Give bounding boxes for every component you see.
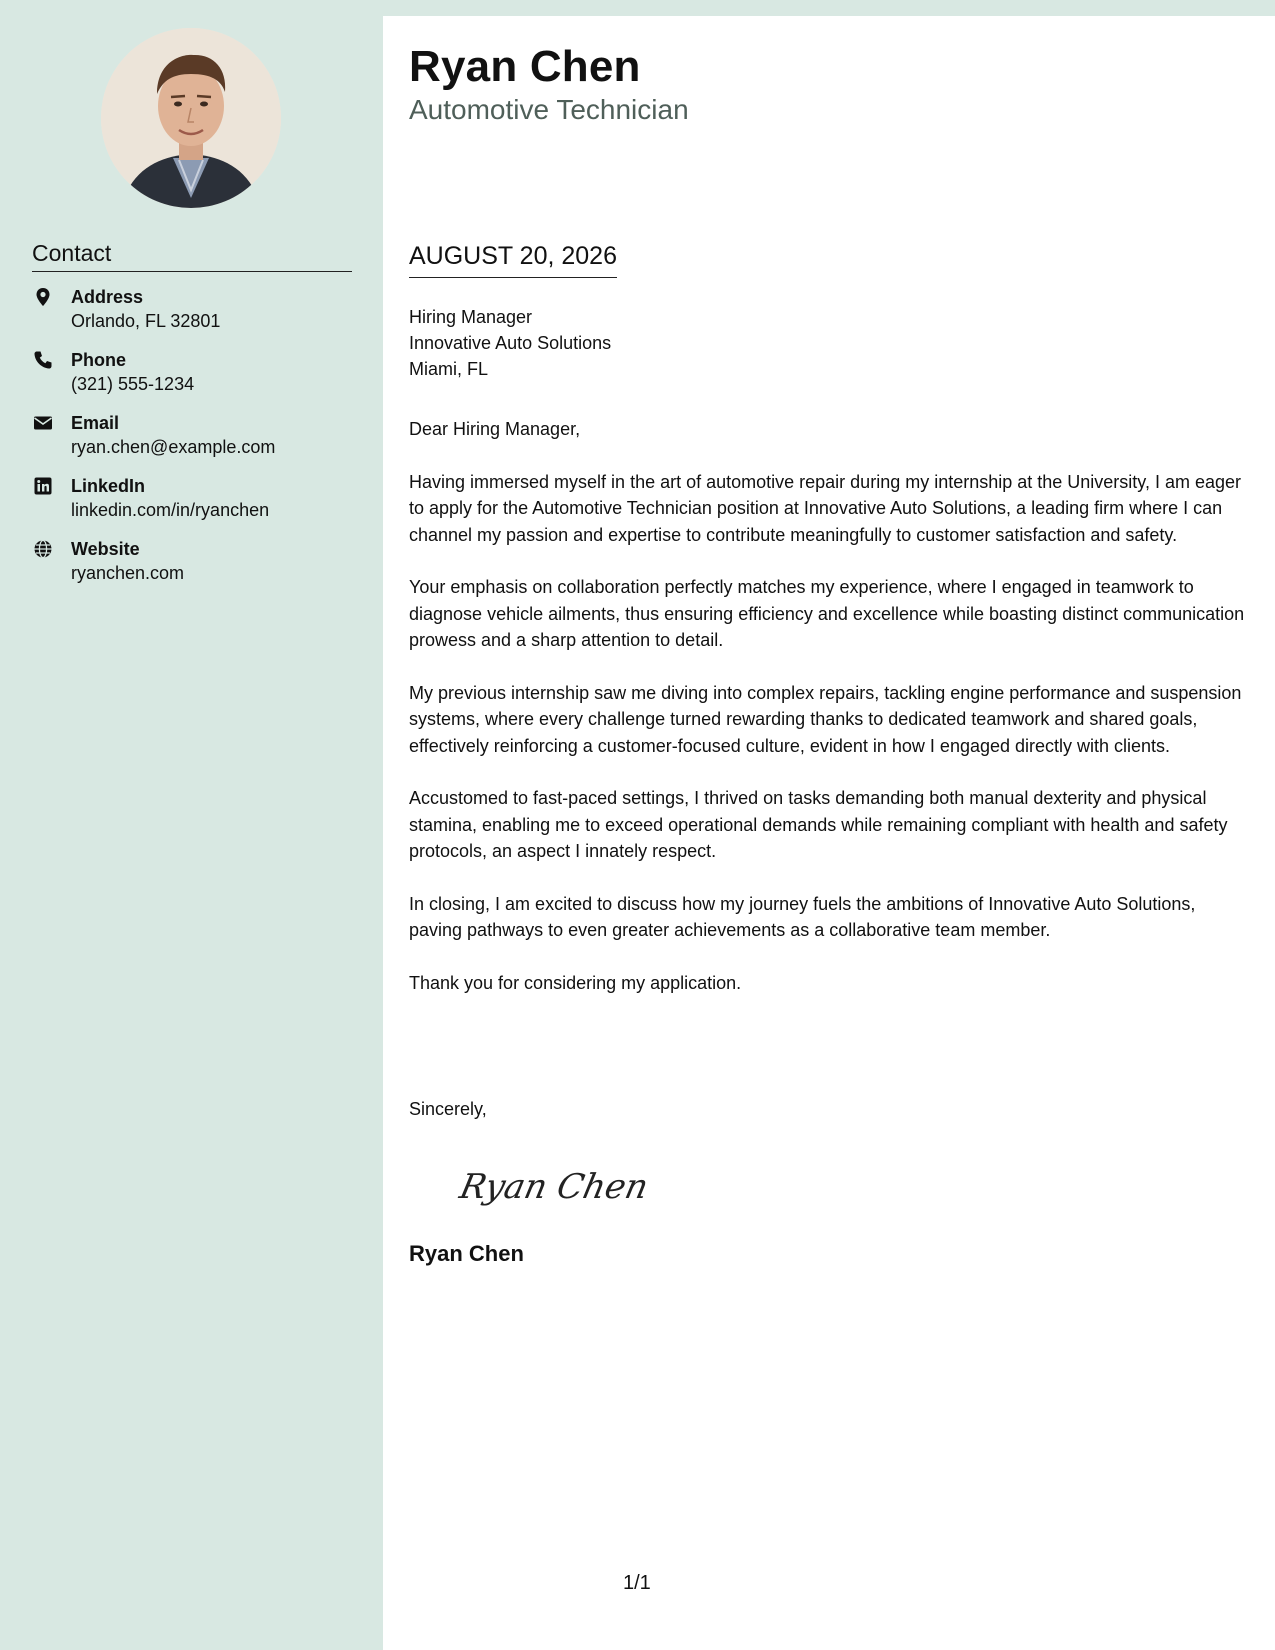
salutation: Dear Hiring Manager,	[409, 419, 581, 439]
letter-body	[383, 16, 1275, 1650]
contact-label: Phone	[71, 350, 127, 370]
envelope-icon	[33, 413, 53, 433]
website-value: ryanchen.com	[71, 563, 185, 583]
letter-paragraph: Having immersed myself in the art of automotive repair during my internship at the University, I am eager to apply for the Automotive Technician position at Innovative Auto Solutions, a leading firm where I can channel my passion and expertise to contribute meaningfully to customer satisfaction and safety.	[409, 471, 1242, 545]
recipient-line: Hiring Manager	[409, 307, 533, 327]
contact-label: Email	[71, 413, 120, 433]
contact-item-address	[32, 285, 372, 348]
contact-item-phone	[32, 348, 372, 411]
letter-content	[409, 416, 1249, 1022]
candidate-name: Ryan Chen	[409, 42, 641, 91]
globe-icon	[33, 539, 53, 559]
contact-label: Website	[71, 539, 140, 559]
contact-item-email	[32, 411, 372, 474]
signer-name: Ryan Chen	[409, 1241, 524, 1266]
recipient-line: Miami, FL	[409, 359, 489, 379]
letter-paragraph: My previous internship saw me diving into complex repairs, tackling engine performance and suspension systems, where every challenge turned rewarding thanks to dedicated teamwork and shared goals, effectively reinforcing a customer-focused culture, evident in how I engaged directly with clients.	[409, 682, 1242, 756]
contact-list	[32, 285, 372, 600]
contact-label: LinkedIn	[71, 476, 146, 496]
sidebar	[0, 0, 383, 1650]
recipient-line: Innovative Auto Solutions	[409, 333, 612, 353]
letter-paragraph: In closing, I am excited to discuss how my journey fuels the ambitions of Innovative Auto Solutions, paving pathways to even greater achievements as a collaborative team member.	[409, 893, 1196, 940]
signature	[453, 1156, 653, 1216]
phone-value: (321) 555-1234	[71, 374, 195, 394]
letter-paragraph: Accustomed to fast-paced settings, I thrived on tasks demanding both manual dexterity and physical stamina, enabling me to exceed operational demands while remaining compliant with health and safety protocols, an aspect I innately respect.	[409, 788, 1228, 861]
letter-paragraph: Your emphasis on collaboration perfectly matches my experience, where I engaged in teamwork to diagnose vehicle ailments, thus ensuring efficiency and excellence while boasting distinct communication prowess and a sharp attention to detail.	[409, 577, 1245, 650]
letter-paragraph: Thank you for considering my application.	[409, 972, 742, 993]
phone-icon	[33, 350, 53, 370]
page-number: 1/1	[623, 1572, 651, 1594]
contact-label: Address	[71, 287, 144, 307]
map-pin-icon	[33, 287, 53, 307]
contact-item-linkedin	[32, 474, 372, 537]
svg-text:Ryan Chen: Ryan Chen	[456, 1167, 652, 1207]
closing: Sincerely,	[409, 1099, 487, 1119]
contact-heading: Contact	[32, 240, 352, 272]
address-value: Orlando, FL 32801	[71, 311, 221, 331]
job-title: Automotive Technician	[409, 94, 689, 125]
avatar	[101, 28, 281, 208]
contact-item-website	[32, 537, 372, 600]
email-value: ryan.chen@example.com	[71, 437, 276, 457]
letter-date: AUGUST 20, 2026	[409, 242, 617, 278]
recipient-block	[409, 304, 611, 382]
linkedin-icon	[33, 476, 53, 496]
linkedin-value: linkedin.com/in/ryanchen	[71, 500, 270, 520]
